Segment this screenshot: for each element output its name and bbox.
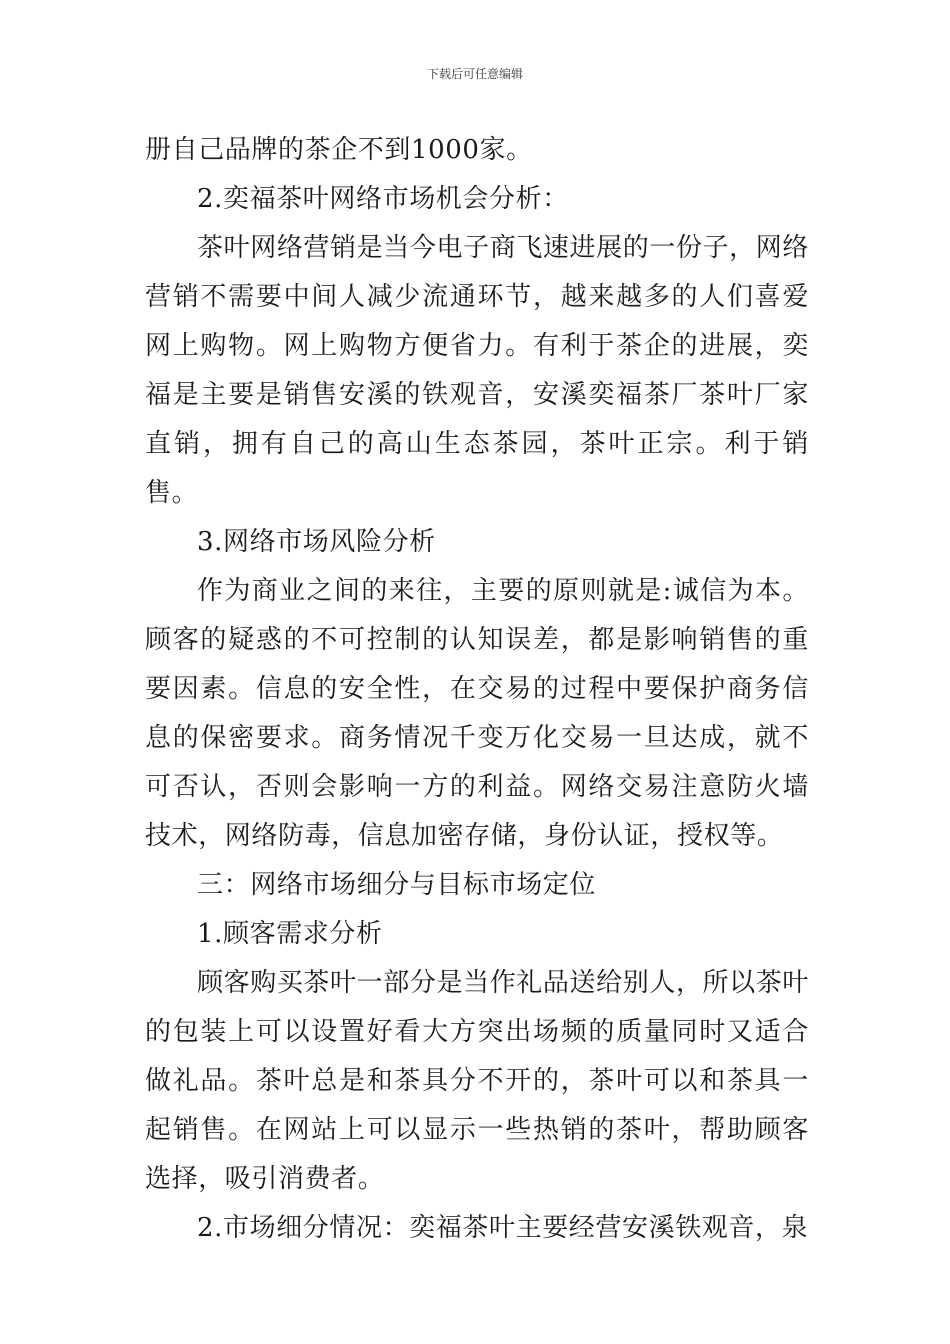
section-heading: 3.网络市场风险分析 bbox=[197, 527, 436, 557]
document-body bbox=[145, 126, 809, 1253]
paragraph: 作为商业之间的来往，主要的原则就是:诚信为本。顾客的疑惑的不可控制的认知误差，都是影响销售的重要因素。信息的安全性，在交易的过程中要保护商务信息的保密要求。商务情况千变万化交易一旦达成，就不可否认，否则会影响一方的利益。网络交易注意防火墙技术，网络防毒，信息加密存储，身份认证，授权等。 bbox=[145, 576, 809, 851]
page-header: 下载后可任意编辑 bbox=[426, 67, 523, 81]
paragraph: 2.市场细分情况：奕福茶叶主要经营安溪铁观音，泉 bbox=[197, 1213, 809, 1243]
section-heading: 2.奕福茶叶网络市场机会分析： bbox=[197, 184, 569, 214]
paragraph: 顾客购买茶叶一部分是当作礼品送给别人，所以茶叶的包装上可以设置好看大方突出场频的质量同时又适合做礼品。茶叶总是和茶具分不开的，茶叶可以和茶具一起销售。在网站上可以显示一些热销的茶叶，帮助顾客选择，吸引消费者。 bbox=[145, 968, 809, 1194]
paragraph: 茶叶网络营销是当今电子商飞速进展的一份子，网络营销不需要中间人减少流通环节，越来越多的人们喜爱网上购物。网上购物方便省力。有利于茶企的进展，奕福是主要是销售安溪的铁观音，安溪奕福茶厂茶叶厂家直销，拥有自己的高山生态茶园，茶叶正宗。利于销售。 bbox=[145, 233, 809, 508]
section-heading: 1.顾客需求分析 bbox=[197, 919, 383, 949]
paragraph: 册自己品牌的茶企不到1000家。 bbox=[145, 135, 533, 165]
section-heading: 三：网络市场细分与目标市场定位 bbox=[197, 870, 597, 900]
